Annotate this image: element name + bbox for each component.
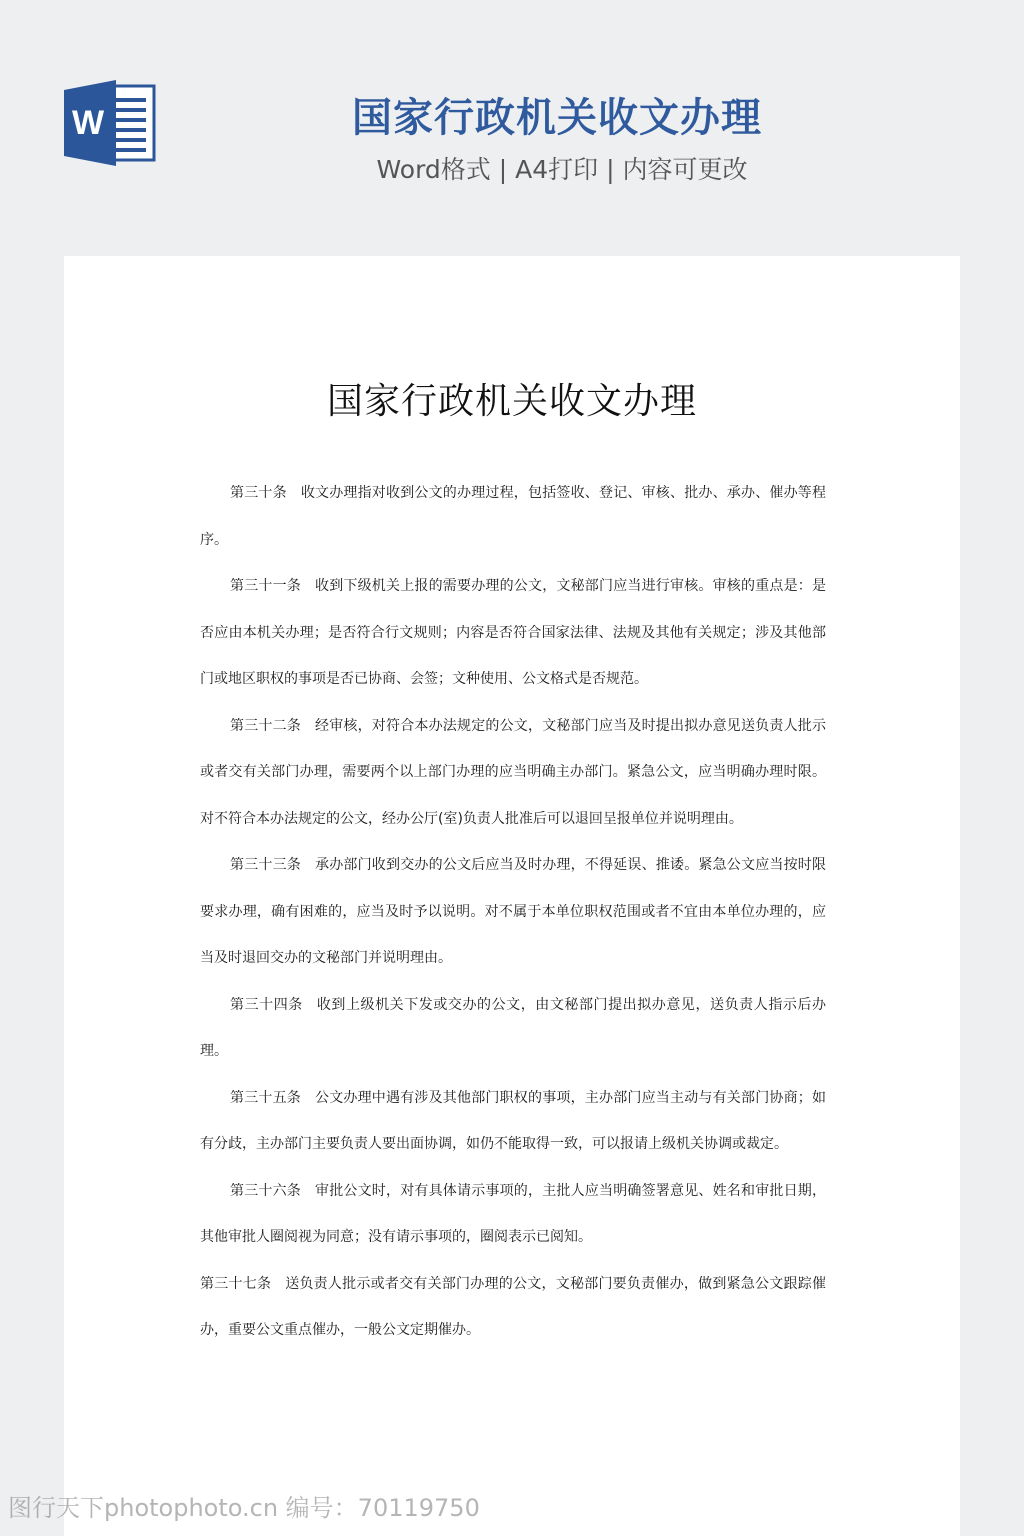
article-text: 收到上级机关下发或交办的公文，由文秘部门提出拟办意见，送负责人指示后办理。 bbox=[200, 996, 827, 1059]
paragraph-article-31 bbox=[200, 563, 826, 703]
article-text: 送负责人批示或者交有关部门办理的公文，文秘部门要负责催办，做到紧急公文跟踪催办，重要公文重点催办，一般公文定期催办。 bbox=[200, 1275, 827, 1338]
header-subtitle: Word格式 | A4打印 | 内容可更改 bbox=[376, 155, 748, 184]
paragraph-article-32 bbox=[200, 703, 826, 843]
article-text: 收到下级机关上报的需要办理的公文，文秘部门应当进行审核。审核的重点是：是否应由本机关办理；是否符合行文规则；内容是否符合国家法律、法规及其他有关规定；涉及其他部门或地区职权的事项是否已协商、会签；文种使用、公文格式是否规范。 bbox=[200, 578, 826, 687]
article-number: 第三十条 bbox=[230, 485, 287, 501]
paragraph-article-33 bbox=[200, 842, 826, 982]
article-number: 第三十二条 bbox=[230, 717, 301, 734]
paragraph-article-35 bbox=[200, 1075, 826, 1168]
paragraph-article-37 bbox=[200, 1261, 826, 1354]
article-text: 经审核，对符合本办法规定的公文，文秘部门应当及时提出拟办意见送负责人批示或者交有关部门办理，需要两个以上部门办理的应当明确主办部门。紧急公文，应当明确办理时限。对不符合本办法规定的公文，经办公厅(室)负责人批准后可以退回呈报单位并说明理由。 bbox=[200, 717, 826, 827]
article-number: 第三十一条 bbox=[230, 578, 301, 594]
article-number: 第三十四条 bbox=[230, 996, 303, 1013]
document-title: 国家行政机关收文办理 bbox=[326, 381, 697, 422]
document-page bbox=[64, 256, 960, 1536]
article-text: 公文办理中遇有涉及其他部门职权的事项，主办部门应当主动与有关部门协商；如有分歧，主办部门主要负责人要出面协调，如仍不能取得一致，可以报请上级机关协调或裁定。 bbox=[200, 1089, 826, 1152]
header-banner bbox=[0, 0, 1024, 256]
paragraph-article-36 bbox=[200, 1168, 826, 1261]
article-number: 第三十七条 bbox=[200, 1275, 272, 1292]
word-icon-letter: W bbox=[71, 104, 105, 142]
article-text: 审批公文时，对有具体请示事项的，主批人应当明确签署意见、姓名和审批日期，其他审批人圈阅视为同意；没有请示事项的，圈阅表示已阅知。 bbox=[200, 1182, 826, 1245]
document-body bbox=[200, 470, 826, 1354]
article-text: 承办部门收到交办的公文后应当及时办理，不得延误、推诿。紧急公文应当按时限要求办理，确有困难的，应当及时予以说明。对不属于本单位职权范围或者不宜由本单位办理的，应当及时退回交办的文秘部门并说明理由。 bbox=[200, 857, 826, 966]
word-icon bbox=[64, 80, 156, 166]
header-title: 国家行政机关收文办理 bbox=[352, 95, 762, 141]
paragraph-article-30 bbox=[200, 470, 826, 563]
article-number: 第三十五条 bbox=[230, 1089, 301, 1106]
article-number: 第三十六条 bbox=[230, 1182, 301, 1199]
paragraph-article-34 bbox=[200, 982, 826, 1075]
article-text: 收文办理指对收到公文的办理过程，包括签收、登记、审核、批办、承办、催办等程序。 bbox=[200, 485, 827, 548]
article-number: 第三十三条 bbox=[230, 857, 301, 873]
watermark-text: 图行天下photophoto.cn 编号：70119750 bbox=[8, 1494, 480, 1522]
